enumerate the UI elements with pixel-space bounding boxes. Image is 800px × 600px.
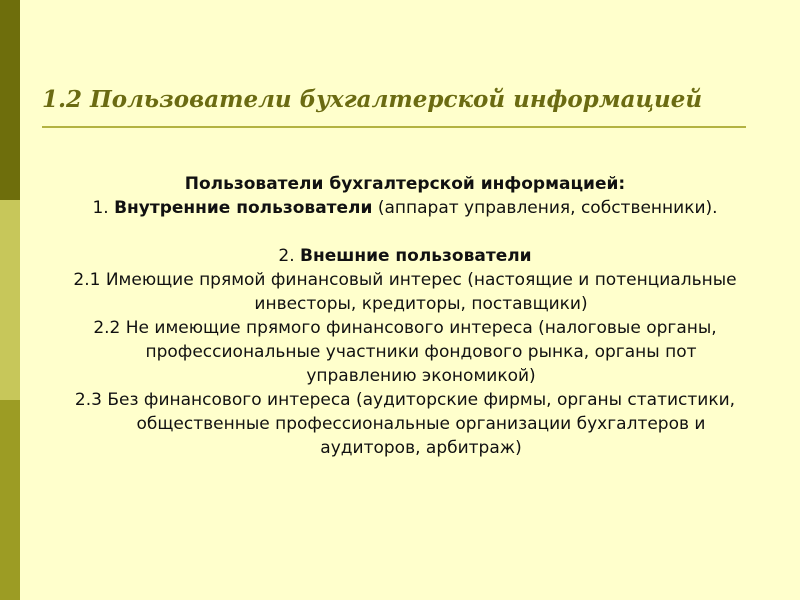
sidebar-segment-middle [0,200,20,400]
item-direct-interest: 2.1 Имеющие прямой финансовый интерес (настоящие и потенциальные инвесторы, кредиторы, поставщики) [73,270,737,314]
item-internal-label: Внутренние пользователи [114,198,373,218]
item-internal-detail: (аппарат управления, собственники). [372,198,718,218]
item-external-label: Внешние пользователи [300,246,532,266]
sidebar-segment-bottom [0,400,20,600]
slide-content [60,172,750,460]
sidebar-segment-top [0,0,20,200]
sidebar-decoration [0,0,20,600]
slide-title: 1.2 Пользователи бухгалтерской информацией [42,86,703,113]
content-heading [60,172,750,196]
content-heading-text: Пользователи бухгалтерской информацией: [184,174,626,194]
title-underline [42,126,746,128]
item-internal-users [60,196,750,220]
item-internal-number: 1. [92,198,115,218]
item-external-number: 2. [278,246,301,266]
item-external-users [60,244,750,268]
item-no-direct-interest: 2.2 Не имеющие прямого финансового интереса (налоговые органы, профессиональные участники фондового рынка, органы пот управлению экономикой) [93,318,717,386]
item-no-financial-interest: 2.3 Без финансового интереса (аудиторские фирмы, органы статистики, общественные профессиональные организации бухгалтеров и аудиторов, арбитраж) [74,390,736,458]
content-spacer [60,220,750,244]
